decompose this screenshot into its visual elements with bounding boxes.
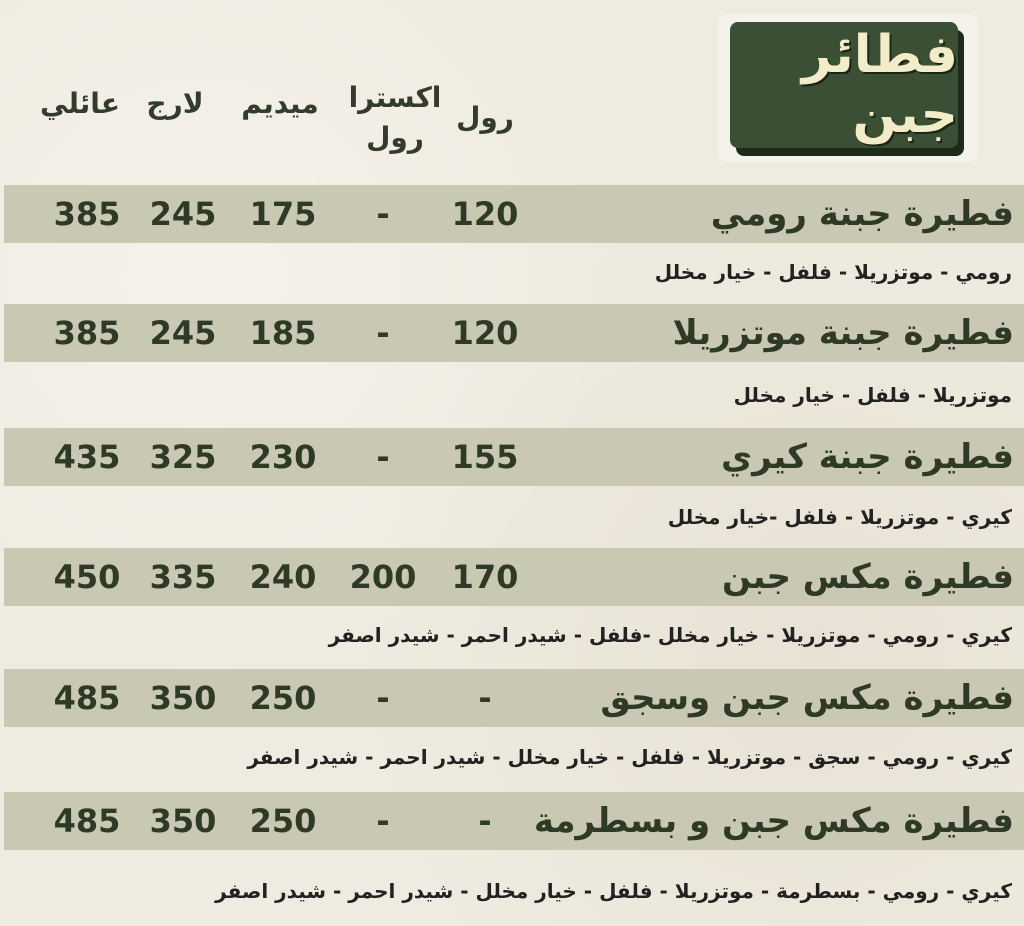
item-name: فطيرة جبنة رومي: [710, 194, 1014, 234]
page-title: فطائر جبن: [801, 25, 958, 145]
price-extra-roll: -: [376, 314, 390, 352]
item-ingredients: موتزريلا - فلفل - خيار مخلل: [733, 383, 1012, 407]
price-roll: -: [478, 802, 492, 840]
price-extra-roll: -: [376, 679, 390, 717]
price-medium: 240: [249, 558, 317, 596]
menu-row: [4, 669, 1024, 727]
menu-row: [4, 304, 1024, 362]
price-extra-roll: 200: [349, 558, 417, 596]
item-ingredients: كيري - رومي - سجق - موتزريلا - فلفل - خيار مخلل - شيدر احمر - شيدر اصفر: [247, 745, 1012, 769]
price-large: 325: [149, 438, 217, 476]
item-name: فطيرة جبنة موتزريلا: [672, 313, 1014, 353]
price-roll: 120: [451, 314, 519, 352]
price-extra-roll: -: [376, 195, 390, 233]
price-roll: 120: [451, 195, 519, 233]
title-box: [730, 22, 958, 148]
price-large: 335: [149, 558, 217, 596]
price-large: 350: [149, 679, 217, 717]
menu-row: [4, 185, 1024, 243]
price-large: 245: [149, 314, 217, 352]
price-medium: 230: [249, 438, 317, 476]
header-roll: رول: [456, 101, 514, 134]
item-ingredients: كيري - رومي - بسطرمة - موتزريلا - فلفل - خيار مخلل - شيدر احمر - شيدر اصفر: [215, 879, 1012, 903]
header-large: لارج: [146, 87, 204, 120]
menu-row: [4, 792, 1024, 850]
item-ingredients: كيري - رومي - موتزريلا - خيار مخلل -فلفل - شيدر احمر - شيدر اصفر: [328, 623, 1012, 647]
price-roll: 155: [451, 438, 519, 476]
price-roll: -: [478, 679, 492, 717]
price-family: 485: [53, 802, 121, 840]
header-medium: ميديم: [241, 87, 319, 120]
price-medium: 250: [249, 802, 317, 840]
price-roll: 170: [451, 558, 519, 596]
price-family: 385: [53, 314, 121, 352]
item-name: فطيرة مكس جبن و بسطرمة: [533, 801, 1014, 841]
item-name: فطيرة مكس جبن: [721, 557, 1014, 597]
header-family: عائلي: [40, 87, 120, 120]
price-large: 245: [149, 195, 217, 233]
item-name: فطيرة جبنة كيري: [720, 437, 1014, 477]
price-family: 485: [53, 679, 121, 717]
menu-row: [4, 548, 1024, 606]
item-name: فطيرة مكس جبن وسجق: [600, 678, 1014, 718]
price-medium: 250: [249, 679, 317, 717]
price-medium: 185: [249, 314, 317, 352]
menu-row: [4, 428, 1024, 486]
item-ingredients: رومي - موتزريلا - فلفل - خيار مخلل: [654, 260, 1012, 284]
price-family: 385: [53, 195, 121, 233]
price-large: 350: [149, 802, 217, 840]
header-extra-roll: اكسترا رول: [348, 81, 442, 154]
price-medium: 175: [249, 195, 317, 233]
price-family: 435: [53, 438, 121, 476]
price-extra-roll: -: [376, 438, 390, 476]
item-ingredients: كيري - موتزريلا - فلفل -خيار مخلل: [667, 505, 1012, 529]
price-family: 450: [53, 558, 121, 596]
price-extra-roll: -: [376, 802, 390, 840]
